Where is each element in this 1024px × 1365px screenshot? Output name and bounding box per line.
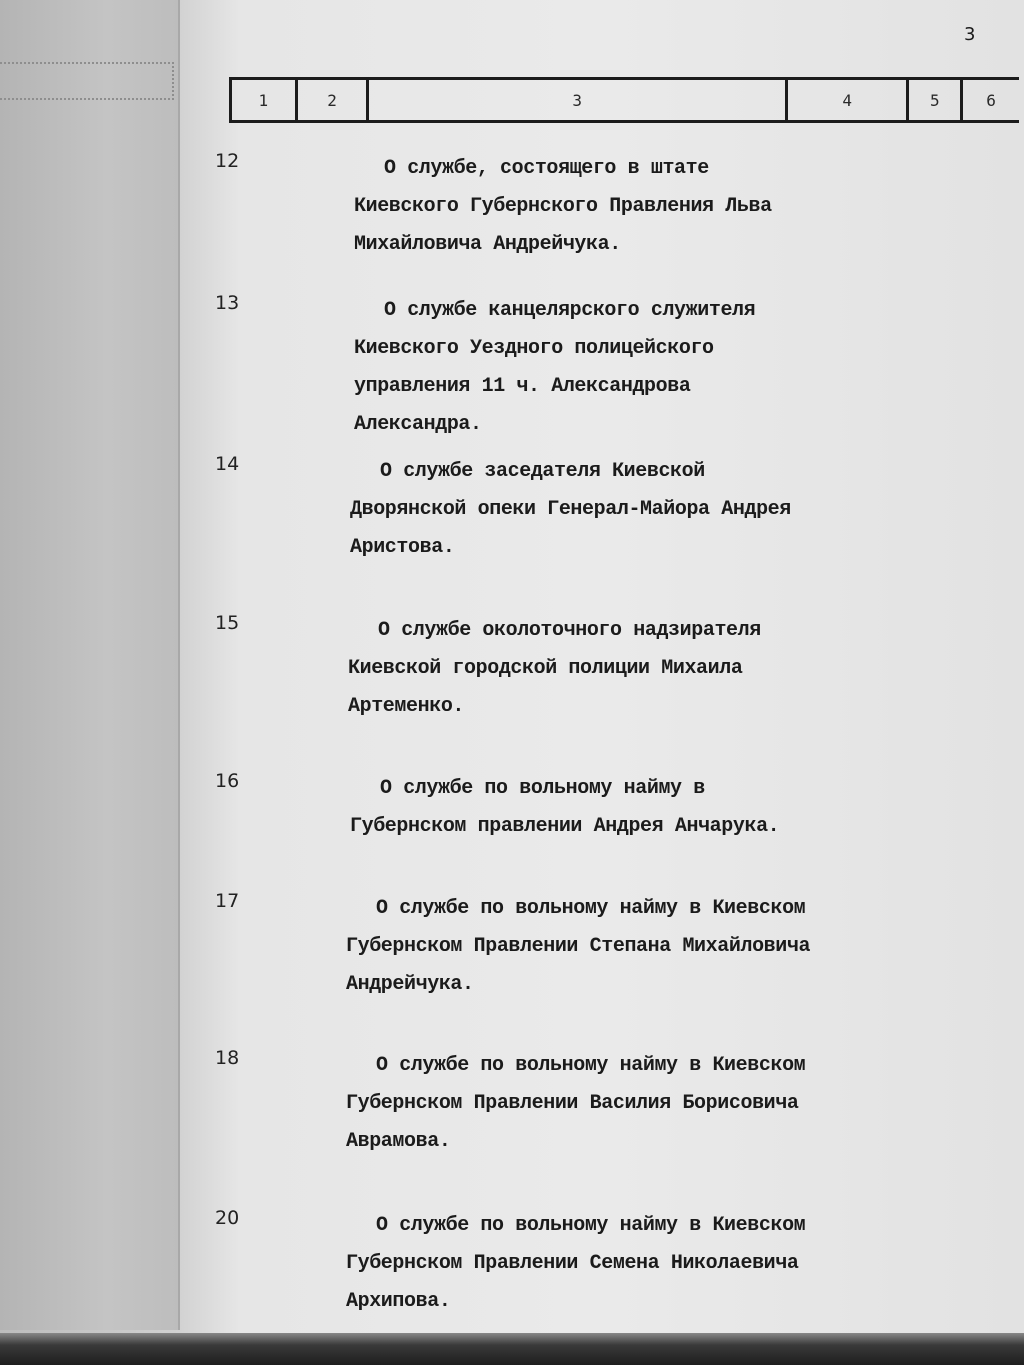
column-header-1: 1 (232, 80, 298, 120)
entry-description: О службе, состоящего в штате Киевского Губернского Правления Льва Михайловича Андрейчука. (354, 157, 772, 256)
entry-number: 12 (215, 150, 240, 172)
entry-number: 14 (215, 453, 240, 475)
entry-17 (0, 890, 1024, 1010)
column-header-3: 3 (369, 80, 787, 120)
entry-description: О службе заседателя Киевской Дворянской опеки Генерал-Майора Андрея Аристова. (350, 460, 791, 559)
binding-shadow (0, 1333, 1024, 1365)
entry-12 (0, 150, 1024, 270)
entry-20 (0, 1207, 1024, 1327)
facing-page-header-strip (0, 62, 174, 100)
entry-number: 18 (215, 1047, 240, 1069)
column-header-table (229, 77, 1019, 123)
entry-18 (0, 1047, 1024, 1167)
entry-description: О службе по вольному найму в Губернском правлении Андрея Анчарука. (350, 777, 780, 838)
entry-description: О службе по вольному найму в Киевском Губернском Правлении Семена Николаевича Архипова. (346, 1214, 806, 1313)
entry-number: 17 (215, 890, 240, 912)
entry-description: О службе околоточного надзирателя Киевской городской полиции Михаила Артеменко. (348, 619, 761, 718)
entry-number: 15 (215, 612, 240, 634)
entry-15 (0, 612, 1024, 732)
entry-number: 16 (215, 770, 240, 792)
column-header-6: 6 (986, 90, 996, 110)
page-number: 3 (964, 24, 976, 45)
entry-number: 20 (215, 1207, 240, 1229)
column-header-4: 4 (788, 80, 910, 120)
column-header-2: 2 (298, 80, 370, 120)
entry-description: О службе по вольному найму в Киевском Губернском Правлении Василия Борисовича Аврамова. (346, 1054, 806, 1153)
column-header-5: 5 (909, 80, 963, 120)
entry-number: 13 (215, 292, 240, 314)
entry-description: О службе по вольному найму в Киевском Губернском Правлении Степана Михайловича Андрейчука. (346, 897, 811, 996)
entry-16 (0, 770, 1024, 890)
entry-13 (0, 292, 1024, 436)
entry-14 (0, 453, 1024, 573)
entry-description: О службе канцелярского служителя Киевского Уездного полицейского управления 11 ч. Александрова Александра. (354, 299, 756, 436)
